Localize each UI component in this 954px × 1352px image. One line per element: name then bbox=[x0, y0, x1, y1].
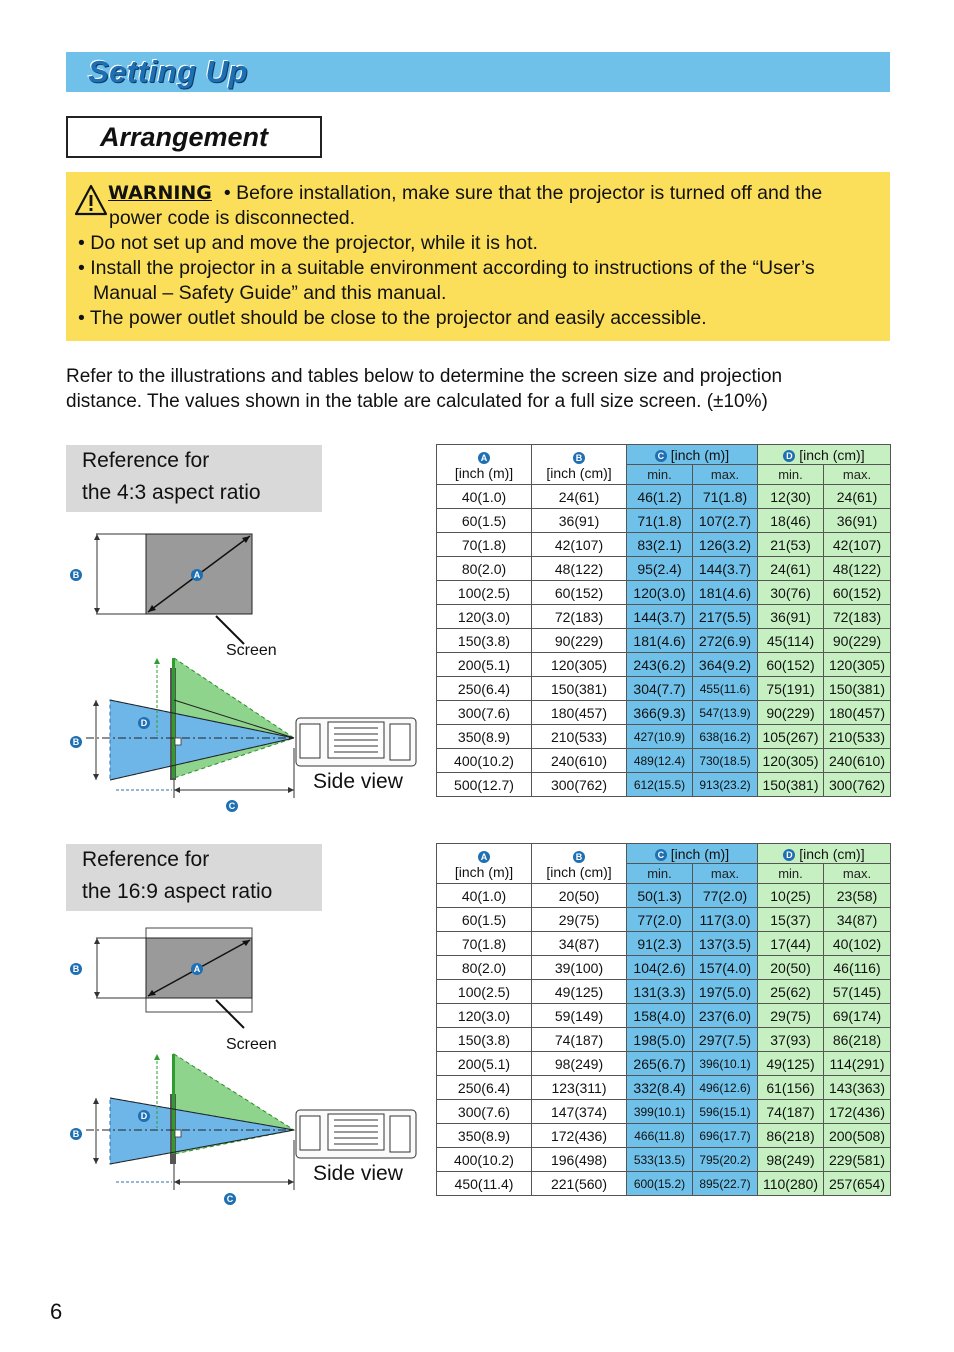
table-cell: 107(2.7) bbox=[693, 509, 758, 533]
section-heading-box bbox=[66, 116, 322, 158]
warning-label: WARNING bbox=[108, 182, 212, 204]
table-cell: 71(1.8) bbox=[693, 485, 758, 509]
table-cell: 210(533) bbox=[824, 725, 891, 749]
reference-box-4-3: Reference for the 4:3 aspect ratio bbox=[66, 445, 322, 512]
table-cell: 120(3.0) bbox=[437, 605, 532, 629]
table-cell: 120(3.0) bbox=[627, 581, 693, 605]
page-number: 6 bbox=[50, 1299, 63, 1324]
table-cell: 123(311) bbox=[532, 1076, 627, 1100]
table-cell: 197(5.0) bbox=[693, 980, 758, 1004]
projection-diagram-16-9 bbox=[66, 924, 426, 1224]
table-cell: 57(145) bbox=[824, 980, 891, 1004]
table-cell: 20(50) bbox=[758, 956, 824, 980]
table-cell: 250(6.4) bbox=[437, 1076, 532, 1100]
table-cell: 60(152) bbox=[824, 581, 891, 605]
table-cell: 466(11.8) bbox=[627, 1124, 693, 1148]
table-cell: 40(102) bbox=[824, 932, 891, 956]
distance-table-16-9: A [inch (m)] B [inch (cm)] C [inch (m)] D [inch (cm)] min. max. min. max. 40(1.0) 20(50) 50(1.3) 77(2.0) 10(25) 23(58) 60(1.5) 29(75) 77(2.0) 117(3.0) 15(37) 34(87) 70(1.8) 34(87) 91(2.3) 137(3.5) 17(44) 40(102) 80(2.0) 39(100) 104(2.6) 157(4.0) 20(50) 46(116) 100(2.5) 49(125) 131(3.3) 197(5.0) 25(62) 57(145) 120(3.0) 59(149) 158(4.0) 237(6.0) 29(75) 69(174) 150(3.8) 74(187) 198(5.0) 297(7.5) 37(93) 86(218) 200(5.1) 98(249) 265(6.7) 396(10.1) 49(125) 114(291) 250(6.4) 123(311) 332(8.4) 496(12.6) 61(156) 143(363) 300(7.6) 147(374) 399(10.1) 596(15.1) 74(187) 172(436) 350(8.9) 172(436) 466(11.8) 696(17.7) 86(218) 200(508) 400(10.2) 196(498) 533(13.5) 795(20.2) 98(249) 229(581) 450(11.4) 221(560) 600(15.2) 895(22.7) 110(280) 257(654) bbox=[436, 843, 891, 1196]
table-cell: 60(152) bbox=[758, 653, 824, 677]
table-cell: 200(508) bbox=[824, 1124, 891, 1148]
table-cell: 300(7.6) bbox=[437, 1100, 532, 1124]
table-cell: 75(191) bbox=[758, 677, 824, 701]
table-cell: 48(122) bbox=[824, 557, 891, 581]
table-cell: 221(560) bbox=[532, 1172, 627, 1196]
table-row bbox=[437, 581, 891, 605]
table-row bbox=[437, 605, 891, 629]
table-row bbox=[437, 725, 891, 749]
table-row bbox=[437, 629, 891, 653]
table-cell: 198(5.0) bbox=[627, 1028, 693, 1052]
table-row bbox=[437, 884, 891, 908]
table-row bbox=[437, 701, 891, 725]
side-view-label: Side view bbox=[313, 770, 403, 793]
table-cell: 70(1.8) bbox=[437, 932, 532, 956]
table-cell: 200(5.1) bbox=[437, 1052, 532, 1076]
table-cell: 48(122) bbox=[532, 557, 627, 581]
table-cell: 86(218) bbox=[758, 1124, 824, 1148]
table-cell: 95(2.4) bbox=[627, 557, 693, 581]
label-c-icon: C bbox=[655, 450, 667, 462]
table-row bbox=[437, 1076, 891, 1100]
table-cell: 158(4.0) bbox=[627, 1004, 693, 1028]
table-cell: 90(229) bbox=[824, 629, 891, 653]
label-d-icon: D bbox=[138, 1110, 150, 1122]
table-row bbox=[437, 1124, 891, 1148]
label-a-icon: A bbox=[191, 569, 203, 581]
table-cell: 144(3.7) bbox=[693, 557, 758, 581]
col-c-header: C [inch (m)] bbox=[627, 445, 758, 465]
table-cell: 60(152) bbox=[532, 581, 627, 605]
table-cell: 200(5.1) bbox=[437, 653, 532, 677]
header-bar bbox=[66, 52, 890, 92]
label-b-side-icon: B bbox=[70, 736, 82, 748]
table-cell: 399(10.1) bbox=[627, 1100, 693, 1124]
table-cell: 180(457) bbox=[532, 701, 627, 725]
table-row bbox=[437, 485, 891, 509]
table-cell: 696(17.7) bbox=[693, 1124, 758, 1148]
table-cell: 612(15.5) bbox=[627, 773, 693, 797]
col-d-header: D [inch (cm)] bbox=[758, 844, 891, 864]
table-cell: 29(75) bbox=[758, 1004, 824, 1028]
table-cell: 147(374) bbox=[532, 1100, 627, 1124]
screen-label: Screen bbox=[226, 1036, 277, 1053]
table-row bbox=[437, 908, 891, 932]
table-cell: 300(7.6) bbox=[437, 701, 532, 725]
table-row bbox=[437, 1028, 891, 1052]
intro-paragraph: Refer to the illustrations and tables below to determine the screen size and projection distance. The values shown in the table are calculated for a full size screen. (±10%) bbox=[66, 366, 783, 412]
table-cell: 237(6.0) bbox=[693, 1004, 758, 1028]
table-cell: 400(10.2) bbox=[437, 749, 532, 773]
table-cell: 895(22.7) bbox=[693, 1172, 758, 1196]
table-cell: 72(183) bbox=[824, 605, 891, 629]
table-cell: 243(6.2) bbox=[627, 653, 693, 677]
warning-line-1: WARNING • Before installation, make sure that the projector is turned off and the bbox=[108, 182, 823, 204]
table-cell: 180(457) bbox=[824, 701, 891, 725]
table-cell: 10(25) bbox=[758, 884, 824, 908]
table-cell: 40(1.0) bbox=[437, 485, 532, 509]
table-cell: 40(1.0) bbox=[437, 884, 532, 908]
table-cell: 120(305) bbox=[758, 749, 824, 773]
table-row bbox=[437, 1100, 891, 1124]
table-cell: 86(218) bbox=[824, 1028, 891, 1052]
label-c-icon: C bbox=[224, 1193, 236, 1205]
side-view-label: Side view bbox=[313, 1162, 403, 1185]
reference-box-16-9: Reference for the 16:9 aspect ratio bbox=[66, 844, 322, 911]
table-cell: 105(267) bbox=[758, 725, 824, 749]
table-cell: 300(762) bbox=[824, 773, 891, 797]
warning-line-5: Manual – Safety Guide” and this manual. bbox=[93, 282, 447, 304]
table-cell: 49(125) bbox=[532, 980, 627, 1004]
table-cell: 120(305) bbox=[532, 653, 627, 677]
table-cell: 364(9.2) bbox=[693, 653, 758, 677]
label-a-icon: A bbox=[478, 851, 490, 863]
table-cell: 795(20.2) bbox=[693, 1148, 758, 1172]
screen-label: Screen bbox=[226, 642, 277, 659]
warning-line-6: • The power outlet should be close to the projector and easily accessible. bbox=[78, 307, 707, 329]
table-cell: 240(610) bbox=[532, 749, 627, 773]
page-title: Setting Up bbox=[88, 54, 248, 89]
table-cell: 59(149) bbox=[532, 1004, 627, 1028]
table-cell: 104(2.6) bbox=[627, 956, 693, 980]
table-cell: 15(37) bbox=[758, 908, 824, 932]
table-cell: 80(2.0) bbox=[437, 956, 532, 980]
table-cell: 80(2.0) bbox=[437, 557, 532, 581]
table-row bbox=[437, 1148, 891, 1172]
table-cell: 489(12.4) bbox=[627, 749, 693, 773]
table-cell: 596(15.1) bbox=[693, 1100, 758, 1124]
table-cell: 60(1.5) bbox=[437, 908, 532, 932]
table-cell: 39(100) bbox=[532, 956, 627, 980]
label-c-icon: C bbox=[226, 800, 238, 812]
table-row bbox=[437, 1172, 891, 1196]
label-a-icon: A bbox=[478, 452, 490, 464]
table-cell: 240(610) bbox=[824, 749, 891, 773]
table-cell: 181(4.6) bbox=[693, 581, 758, 605]
table-cell: 400(10.2) bbox=[437, 1148, 532, 1172]
table-cell: 150(381) bbox=[532, 677, 627, 701]
table-cell: 74(187) bbox=[758, 1100, 824, 1124]
table-cell: 117(3.0) bbox=[693, 908, 758, 932]
table-row bbox=[437, 557, 891, 581]
table-cell: 120(3.0) bbox=[437, 1004, 532, 1028]
table-cell: 137(3.5) bbox=[693, 932, 758, 956]
table-cell: 496(12.6) bbox=[693, 1076, 758, 1100]
warning-box bbox=[66, 172, 890, 341]
table-row bbox=[437, 1052, 891, 1076]
table-cell: 126(3.2) bbox=[693, 533, 758, 557]
table-cell: 71(1.8) bbox=[627, 509, 693, 533]
label-d-icon: D bbox=[783, 450, 795, 462]
table-row bbox=[437, 749, 891, 773]
table-cell: 455(11.6) bbox=[693, 677, 758, 701]
col-c-header: C [inch (m)] bbox=[627, 844, 758, 864]
table-cell: 90(229) bbox=[758, 701, 824, 725]
table-row bbox=[437, 773, 891, 797]
table-cell: 157(4.0) bbox=[693, 956, 758, 980]
table-cell: 350(8.9) bbox=[437, 1124, 532, 1148]
table-cell: 217(5.5) bbox=[693, 605, 758, 629]
warning-line-3: • Do not set up and move the projector, while it is hot. bbox=[78, 232, 538, 254]
table-body-16-9 bbox=[437, 884, 891, 1196]
warning-triangle-icon bbox=[74, 184, 108, 216]
table-cell: 196(498) bbox=[532, 1148, 627, 1172]
table-cell: 70(1.8) bbox=[437, 533, 532, 557]
table-cell: 77(2.0) bbox=[627, 908, 693, 932]
table-cell: 42(107) bbox=[532, 533, 627, 557]
table-row bbox=[437, 533, 891, 557]
table-cell: 172(436) bbox=[824, 1100, 891, 1124]
label-d-icon: D bbox=[138, 717, 150, 729]
table-cell: 332(8.4) bbox=[627, 1076, 693, 1100]
col-a-header: A [inch (m)] bbox=[437, 844, 532, 884]
table-cell: 210(533) bbox=[532, 725, 627, 749]
table-cell: 730(18.5) bbox=[693, 749, 758, 773]
table-cell: 30(76) bbox=[758, 581, 824, 605]
table-row bbox=[437, 956, 891, 980]
table-cell: 98(249) bbox=[532, 1052, 627, 1076]
table-cell: 181(4.6) bbox=[627, 629, 693, 653]
table-body-4-3 bbox=[437, 485, 891, 797]
table-row bbox=[437, 1004, 891, 1028]
table-cell: 46(116) bbox=[824, 956, 891, 980]
warning-line-2: power code is disconnected. bbox=[109, 207, 356, 229]
table-cell: 350(8.9) bbox=[437, 725, 532, 749]
table-cell: 72(183) bbox=[532, 605, 627, 629]
table-cell: 29(75) bbox=[532, 908, 627, 932]
table-cell: 83(2.1) bbox=[627, 533, 693, 557]
distance-table-4-3: A [inch (m)] B [inch (cm)] C [inch (m)] D [inch (cm)] min. max. min. max. 40(1.0) 24(61) 46(1.2) 71(1.8) 12(30) 24(61) 60(1.5) 36(91) 71(1.8) 107(2.7) 18(46) 36(91) 70(1.8) 42(107) 83(2.1) 126(3.2) 21(53) 42(107) 80(2.0) 48(122) 95(2.4) 144(3.7) 24(61) 48(122) 100(2.5) 60(152) 120(3.0) 181(4.6) 30(76) 60(152) 120(3.0) 72(183) 144(3.7) 217(5.5) 36(91) 72(183) 150(3.8) 90(229) 181(4.6) 272(6.9) 45(114) 90(229) 200(5.1) 120(305) 243(6.2) 364(9.2) 60(152) 120(305) 250(6.4) 150(381) 304(7.7) 455(11.6) 75(191) 150(381) 300(7.6) 180(457) 366(9.3) 547(13.9) 90(229) 180(457) 350(8.9) 210(533) 427(10.9) 638(16.2) 105(267) 210(533) 400(10.2) 240(610) 489(12.4) 730(18.5) 120(305) 240(610) 500(12.7) 300(762) 612(15.5) 913(23.2) 150(381) 300(762) bbox=[436, 444, 891, 797]
table-cell: 297(7.5) bbox=[693, 1028, 758, 1052]
table-cell: 110(280) bbox=[758, 1172, 824, 1196]
table-cell: 150(3.8) bbox=[437, 1028, 532, 1052]
table-cell: 20(50) bbox=[532, 884, 627, 908]
table-cell: 366(9.3) bbox=[627, 701, 693, 725]
table-cell: 18(46) bbox=[758, 509, 824, 533]
table-cell: 77(2.0) bbox=[693, 884, 758, 908]
label-a-icon: A bbox=[191, 963, 203, 975]
table-cell: 37(93) bbox=[758, 1028, 824, 1052]
table-cell: 300(762) bbox=[532, 773, 627, 797]
table-cell: 131(3.3) bbox=[627, 980, 693, 1004]
projection-diagram-4-3 bbox=[66, 528, 426, 828]
table-cell: 600(15.2) bbox=[627, 1172, 693, 1196]
table-cell: 100(2.5) bbox=[437, 980, 532, 1004]
label-b-icon: B bbox=[70, 963, 82, 975]
table-cell: 144(3.7) bbox=[627, 605, 693, 629]
table-cell: 265(6.7) bbox=[627, 1052, 693, 1076]
table-row bbox=[437, 980, 891, 1004]
table-cell: 12(30) bbox=[758, 485, 824, 509]
col-b-header: B [inch (cm)] bbox=[532, 445, 627, 485]
table-cell: 21(53) bbox=[758, 533, 824, 557]
table-cell: 69(174) bbox=[824, 1004, 891, 1028]
table-cell: 150(381) bbox=[824, 677, 891, 701]
table-cell: 34(87) bbox=[824, 908, 891, 932]
col-b-header: B [inch (cm)] bbox=[532, 844, 627, 884]
table-cell: 143(363) bbox=[824, 1076, 891, 1100]
table-cell: 257(654) bbox=[824, 1172, 891, 1196]
table-cell: 61(156) bbox=[758, 1076, 824, 1100]
table-cell: 50(1.3) bbox=[627, 884, 693, 908]
table-cell: 450(11.4) bbox=[437, 1172, 532, 1196]
table-cell: 36(91) bbox=[758, 605, 824, 629]
table-cell: 304(7.7) bbox=[627, 677, 693, 701]
table-cell: 172(436) bbox=[532, 1124, 627, 1148]
table-row bbox=[437, 932, 891, 956]
table-row bbox=[437, 509, 891, 533]
table-row bbox=[437, 653, 891, 677]
table-cell: 98(249) bbox=[758, 1148, 824, 1172]
label-b-icon: B bbox=[573, 452, 585, 464]
label-b-icon: B bbox=[573, 851, 585, 863]
table-cell: 24(61) bbox=[758, 557, 824, 581]
table-cell: 913(23.2) bbox=[693, 773, 758, 797]
table-cell: 46(1.2) bbox=[627, 485, 693, 509]
table-cell: 100(2.5) bbox=[437, 581, 532, 605]
table-cell: 533(13.5) bbox=[627, 1148, 693, 1172]
warning-line-4: • Install the projector in a suitable environment according to instructions of the “User’s bbox=[78, 257, 815, 279]
col-d-header: D [inch (cm)] bbox=[758, 445, 891, 465]
table-cell: 25(62) bbox=[758, 980, 824, 1004]
table-cell: 250(6.4) bbox=[437, 677, 532, 701]
label-b-icon: B bbox=[70, 569, 82, 581]
table-cell: 36(91) bbox=[824, 509, 891, 533]
table-cell: 500(12.7) bbox=[437, 773, 532, 797]
label-b-side-icon: B bbox=[70, 1128, 82, 1140]
table-cell: 150(381) bbox=[758, 773, 824, 797]
table-row bbox=[437, 677, 891, 701]
table-cell: 42(107) bbox=[824, 533, 891, 557]
table-cell: 23(58) bbox=[824, 884, 891, 908]
table-cell: 24(61) bbox=[532, 485, 627, 509]
table-cell: 229(581) bbox=[824, 1148, 891, 1172]
table-cell: 90(229) bbox=[532, 629, 627, 653]
table-cell: 45(114) bbox=[758, 629, 824, 653]
table-cell: 638(16.2) bbox=[693, 725, 758, 749]
table-cell: 17(44) bbox=[758, 932, 824, 956]
table-cell: 36(91) bbox=[532, 509, 627, 533]
table-cell: 272(6.9) bbox=[693, 629, 758, 653]
table-cell: 91(2.3) bbox=[627, 932, 693, 956]
table-cell: 150(3.8) bbox=[437, 629, 532, 653]
table-cell: 114(291) bbox=[824, 1052, 891, 1076]
label-d-icon: D bbox=[783, 849, 795, 861]
table-cell: 120(305) bbox=[824, 653, 891, 677]
table-cell: 49(125) bbox=[758, 1052, 824, 1076]
table-cell: 427(10.9) bbox=[627, 725, 693, 749]
table-cell: 60(1.5) bbox=[437, 509, 532, 533]
table-cell: 24(61) bbox=[824, 485, 891, 509]
label-c-icon: C bbox=[655, 849, 667, 861]
table-cell: 547(13.9) bbox=[693, 701, 758, 725]
table-cell: 34(87) bbox=[532, 932, 627, 956]
col-a-header: A [inch (m)] bbox=[437, 445, 532, 485]
table-cell: 396(10.1) bbox=[693, 1052, 758, 1076]
table-cell: 74(187) bbox=[532, 1028, 627, 1052]
section-title: Arrangement bbox=[100, 122, 269, 152]
